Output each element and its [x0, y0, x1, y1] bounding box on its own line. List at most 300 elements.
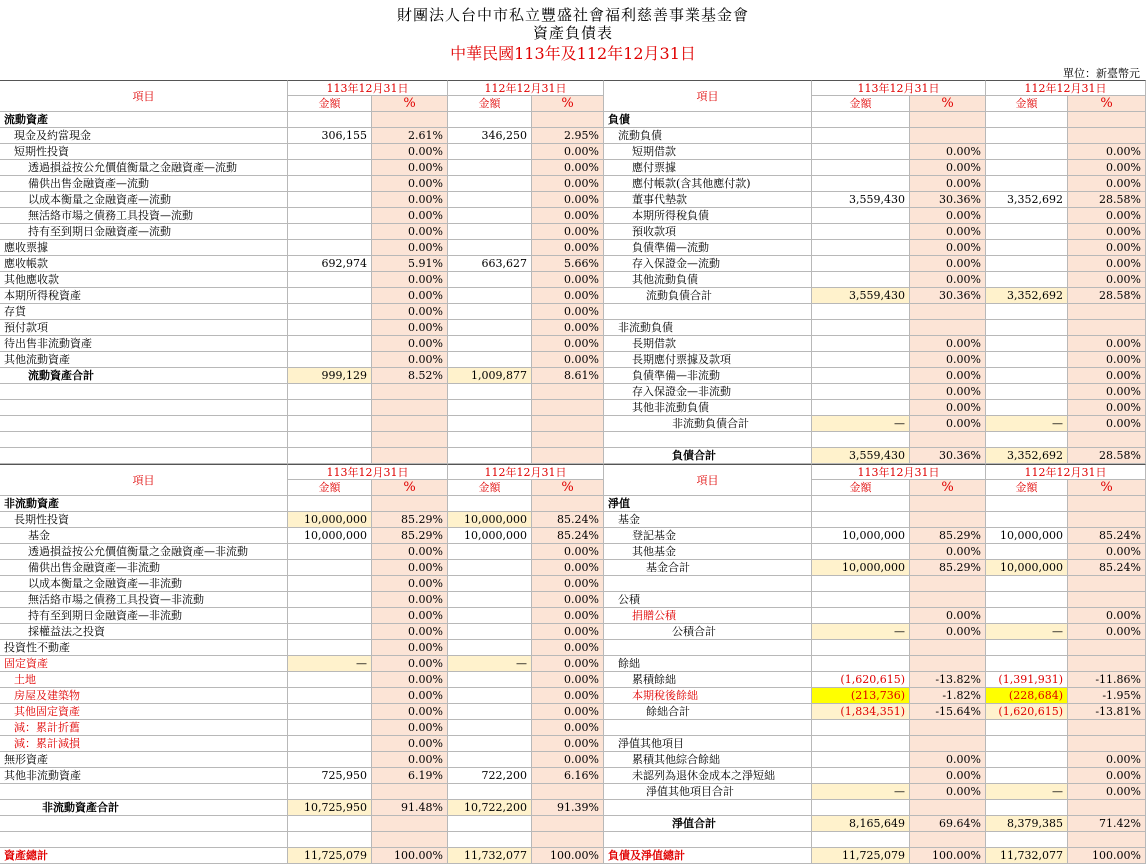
amount-cell: [448, 240, 532, 256]
table-row: [0, 192, 1146, 208]
asset-item-label: 備供出售金融資產—非流動: [0, 560, 288, 576]
amount-cell: [288, 240, 372, 256]
percent-cell: 0.00%: [532, 656, 604, 672]
amount-cell: [288, 144, 372, 160]
amount-cell: —: [288, 656, 372, 672]
percent-cell: 0.00%: [910, 352, 986, 368]
liability-item-label: 公積: [604, 592, 812, 608]
table-row: [0, 704, 1146, 720]
percent-cell: 0.00%: [910, 544, 986, 560]
percent-cell: 0.00%: [1068, 752, 1146, 768]
percent-cell: -13.82%: [910, 672, 986, 688]
table-row: [0, 640, 1146, 656]
percent-cell: 0.00%: [532, 688, 604, 704]
amount-cell: [288, 160, 372, 176]
table-row: [0, 720, 1146, 736]
amount-cell: (1,834,351): [812, 704, 910, 720]
amount-cell: [812, 832, 910, 848]
percent-cell: 0.00%: [910, 256, 986, 272]
left-y2-header: 112年12月31日: [448, 464, 604, 480]
right-y2-header: 112年12月31日: [986, 80, 1146, 96]
percent-cell: 0.00%: [372, 624, 448, 640]
amount-cell: [986, 304, 1068, 320]
amount-cell: [812, 208, 910, 224]
liability-item-label: [604, 832, 812, 848]
amount-cell: [812, 576, 910, 592]
liability-item-label: 預收款項: [604, 224, 812, 240]
percent-cell: 91.39%: [532, 800, 604, 816]
percent-cell: 0.00%: [1068, 368, 1146, 384]
liability-item-label: 非流動負債: [604, 320, 812, 336]
table-row: [0, 528, 1146, 544]
percent-cell: -1.95%: [1068, 688, 1146, 704]
percent-cell: [910, 832, 986, 848]
amount-cell: [986, 512, 1068, 528]
amount-cell: [288, 224, 372, 240]
percent-cell: 0.00%: [372, 720, 448, 736]
amount-cell: [448, 192, 532, 208]
table-row: [0, 400, 1146, 416]
percent-cell: [372, 784, 448, 800]
percent-cell: 0.00%: [532, 352, 604, 368]
liability-item-label: 負債: [604, 112, 812, 128]
percent-cell: 0.00%: [1068, 336, 1146, 352]
liability-item-label: 累積其他綜合餘絀: [604, 752, 812, 768]
amount-cell: [448, 384, 532, 400]
amount-cell: [812, 320, 910, 336]
percent-cell: 0.00%: [1068, 272, 1146, 288]
percent-cell: 0.00%: [372, 656, 448, 672]
amount-cell: —: [986, 624, 1068, 640]
liability-item-label: 應付票據: [604, 160, 812, 176]
right-y2-header: 112年12月31日: [986, 464, 1146, 480]
percent-cell: [1068, 656, 1146, 672]
percent-cell: [1068, 800, 1146, 816]
asset-item-label: [0, 832, 288, 848]
asset-item-label: 短期性投資: [0, 144, 288, 160]
asset-item-label: 預付款項: [0, 320, 288, 336]
amount-cell: [812, 336, 910, 352]
percent-cell: 0.00%: [532, 320, 604, 336]
percent-cell: [372, 432, 448, 448]
table-row: [0, 240, 1146, 256]
percent-cell: 0.00%: [372, 288, 448, 304]
amount-cell: [986, 272, 1068, 288]
right-percent-header: %: [910, 480, 986, 496]
amount-cell: —: [986, 784, 1068, 800]
percent-cell: [910, 736, 986, 752]
amount-cell: [812, 240, 910, 256]
percent-cell: 0.00%: [532, 640, 604, 656]
left-percent-header: %: [372, 480, 448, 496]
right-percent-header: %: [910, 96, 986, 112]
amount-cell: —: [986, 416, 1068, 432]
amount-cell: [288, 304, 372, 320]
amount-cell: [812, 128, 910, 144]
table-row: [0, 304, 1146, 320]
amount-cell: [288, 496, 372, 512]
percent-cell: 28.58%: [1068, 192, 1146, 208]
amount-cell: [812, 544, 910, 560]
table-row: [0, 784, 1146, 800]
percent-cell: [532, 784, 604, 800]
percent-cell: 100.00%: [1068, 848, 1146, 864]
percent-cell: 0.00%: [532, 288, 604, 304]
amount-cell: [288, 640, 372, 656]
amount-cell: [812, 768, 910, 784]
amount-cell: [448, 224, 532, 240]
percent-cell: 0.00%: [1068, 224, 1146, 240]
liability-item-label: 負債準備—非流動: [604, 368, 812, 384]
liability-item-label: 淨值: [604, 496, 812, 512]
amount-cell: [448, 640, 532, 656]
percent-cell: 8.61%: [532, 368, 604, 384]
percent-cell: [532, 400, 604, 416]
amount-cell: [448, 336, 532, 352]
left-amount-header: 金額: [288, 96, 372, 112]
table-row: [0, 624, 1146, 640]
amount-cell: [288, 272, 372, 288]
percent-cell: -15.64%: [910, 704, 986, 720]
percent-cell: 85.24%: [1068, 528, 1146, 544]
liability-item-label: 長期應付票據及款項: [604, 352, 812, 368]
table-row: [0, 672, 1146, 688]
percent-cell: 0.00%: [532, 224, 604, 240]
percent-cell: 71.42%: [1068, 816, 1146, 832]
amount-cell: [448, 160, 532, 176]
amount-cell: [448, 416, 532, 432]
right-item-header: 項目: [604, 80, 812, 112]
right-amount-header: 金額: [986, 96, 1068, 112]
liability-item-label: 非流動負債合計: [604, 416, 812, 432]
table-row: [0, 256, 1146, 272]
amount-cell: [448, 112, 532, 128]
liability-item-label: 本期稅後餘絀: [604, 688, 812, 704]
percent-cell: 0.00%: [372, 272, 448, 288]
percent-cell: -11.86%: [1068, 672, 1146, 688]
amount-cell: [812, 800, 910, 816]
amount-cell: [986, 336, 1068, 352]
asset-item-label: 基金: [0, 528, 288, 544]
amount-cell: [812, 272, 910, 288]
table-row: [0, 656, 1146, 672]
amount-cell: 10,722,200: [448, 800, 532, 816]
amount-cell: 10,000,000: [812, 560, 910, 576]
percent-cell: 85.29%: [910, 528, 986, 544]
amount-cell: [448, 592, 532, 608]
right-item-header: 項目: [604, 464, 812, 496]
amount-cell: [288, 336, 372, 352]
amount-cell: [448, 304, 532, 320]
percent-cell: 30.36%: [910, 192, 986, 208]
table-row: [0, 352, 1146, 368]
percent-cell: 0.00%: [372, 240, 448, 256]
percent-cell: 5.66%: [532, 256, 604, 272]
asset-item-label: 長期性投資: [0, 512, 288, 528]
amount-cell: 3,352,692: [986, 192, 1068, 208]
percent-cell: 100.00%: [372, 848, 448, 864]
amount-cell: [288, 816, 372, 832]
amount-cell: [812, 368, 910, 384]
liability-item-label: 基金: [604, 512, 812, 528]
asset-item-label: 流動資產: [0, 112, 288, 128]
asset-item-label: 減：累計減損: [0, 736, 288, 752]
amount-cell: [812, 176, 910, 192]
amount-cell: [448, 752, 532, 768]
percent-cell: 0.00%: [532, 240, 604, 256]
percent-cell: 0.00%: [1068, 608, 1146, 624]
amount-cell: [812, 384, 910, 400]
percent-cell: 0.00%: [532, 720, 604, 736]
table-row: [0, 416, 1146, 432]
percent-cell: 0.00%: [1068, 352, 1146, 368]
amount-cell: —: [812, 624, 910, 640]
percent-cell: 0.00%: [1068, 256, 1146, 272]
right-amount-header: 金額: [812, 96, 910, 112]
table-row: [0, 176, 1146, 192]
amount-cell: 10,000,000: [812, 528, 910, 544]
amount-cell: —: [812, 784, 910, 800]
amount-cell: [448, 320, 532, 336]
percent-cell: 0.00%: [372, 736, 448, 752]
asset-item-label: 投資性不動產: [0, 640, 288, 656]
liability-item-label: [604, 640, 812, 656]
amount-cell: —: [812, 416, 910, 432]
amount-cell: [986, 432, 1068, 448]
amount-cell: [288, 688, 372, 704]
left-amount-header: 金額: [448, 96, 532, 112]
table-row: [0, 320, 1146, 336]
percent-cell: 0.00%: [372, 176, 448, 192]
percent-cell: 0.00%: [910, 208, 986, 224]
amount-cell: [986, 656, 1068, 672]
percent-cell: [910, 720, 986, 736]
amount-cell: [448, 704, 532, 720]
percent-cell: 0.00%: [1068, 400, 1146, 416]
percent-cell: 0.00%: [372, 160, 448, 176]
liability-item-label: 長期借款: [604, 336, 812, 352]
liability-item-label: 基金合計: [604, 560, 812, 576]
left-item-header: 項目: [0, 80, 288, 112]
percent-cell: 0.00%: [532, 336, 604, 352]
amount-cell: [986, 320, 1068, 336]
asset-item-label: 應收票據: [0, 240, 288, 256]
percent-cell: [1068, 112, 1146, 128]
amount-cell: [986, 368, 1068, 384]
percent-cell: [910, 592, 986, 608]
percent-cell: 0.00%: [532, 704, 604, 720]
amount-cell: 10,000,000: [448, 512, 532, 528]
amount-cell: 11,732,077: [448, 848, 532, 864]
amount-cell: 10,000,000: [448, 528, 532, 544]
percent-cell: [532, 448, 604, 464]
liability-item-label: 淨值合計: [604, 816, 812, 832]
percent-cell: -1.82%: [910, 688, 986, 704]
percent-cell: [910, 112, 986, 128]
asset-item-label: [0, 448, 288, 464]
percent-cell: 0.00%: [372, 336, 448, 352]
asset-item-label: 土地: [0, 672, 288, 688]
amount-cell: [812, 160, 910, 176]
percent-cell: [910, 656, 986, 672]
table-row: [0, 496, 1146, 512]
table-row: [0, 544, 1146, 560]
percent-cell: 0.00%: [1068, 384, 1146, 400]
asset-item-label: 透過損益按公允價值衡量之金融資產—流動: [0, 160, 288, 176]
percent-cell: 0.00%: [532, 544, 604, 560]
percent-cell: 0.00%: [910, 336, 986, 352]
amount-cell: [986, 752, 1068, 768]
amount-cell: 663,627: [448, 256, 532, 272]
percent-cell: [372, 416, 448, 432]
percent-cell: 0.00%: [1068, 544, 1146, 560]
table-row: [0, 768, 1146, 784]
amount-cell: [448, 432, 532, 448]
amount-cell: 999,129: [288, 368, 372, 384]
amount-cell: [986, 736, 1068, 752]
table-row: [0, 368, 1146, 384]
amount-cell: [812, 432, 910, 448]
percent-cell: 0.00%: [1068, 624, 1146, 640]
amount-cell: [288, 576, 372, 592]
liability-item-label: 其他非流動負債: [604, 400, 812, 416]
asset-item-label: [0, 416, 288, 432]
left-y1-header: 113年12月31日: [288, 464, 448, 480]
amount-cell: [448, 816, 532, 832]
amount-cell: [288, 592, 372, 608]
amount-cell: [812, 304, 910, 320]
asset-item-label: 現金及約當現金: [0, 128, 288, 144]
liability-item-label: 餘絀合計: [604, 704, 812, 720]
percent-cell: 30.36%: [910, 448, 986, 464]
amount-cell: [986, 128, 1068, 144]
left-y2-header: 112年12月31日: [448, 80, 604, 96]
percent-cell: [910, 800, 986, 816]
amount-cell: [812, 656, 910, 672]
table-row: [0, 432, 1146, 448]
report-date: 中華民國113年及112年12月31日: [450, 44, 696, 63]
amount-cell: [812, 608, 910, 624]
amount-cell: (228,684): [986, 688, 1068, 704]
percent-cell: 2.61%: [372, 128, 448, 144]
percent-cell: 0.00%: [1068, 768, 1146, 784]
amount-cell: [986, 640, 1068, 656]
amount-cell: [448, 288, 532, 304]
liability-item-label: 淨值其他項目: [604, 736, 812, 752]
table-row: [0, 576, 1146, 592]
asset-item-label: 減：累計折舊: [0, 720, 288, 736]
table-row: [0, 224, 1146, 240]
percent-cell: [532, 112, 604, 128]
percent-cell: [372, 112, 448, 128]
amount-cell: 725,950: [288, 768, 372, 784]
percent-cell: 0.00%: [1068, 208, 1146, 224]
percent-cell: 30.36%: [910, 288, 986, 304]
amount-cell: 11,725,079: [812, 848, 910, 864]
amount-cell: 11,725,079: [288, 848, 372, 864]
amount-cell: [288, 624, 372, 640]
balance-sheet-table: [0, 80, 1146, 865]
percent-cell: 0.00%: [532, 576, 604, 592]
table-row: [0, 688, 1146, 704]
liability-item-label: 負債合計: [604, 448, 812, 464]
amount-cell: [986, 720, 1068, 736]
table-row: [0, 336, 1146, 352]
percent-cell: 0.00%: [532, 272, 604, 288]
percent-cell: 0.00%: [910, 400, 986, 416]
percent-cell: 0.00%: [910, 768, 986, 784]
amount-cell: [288, 784, 372, 800]
percent-cell: [1068, 576, 1146, 592]
percent-cell: [372, 496, 448, 512]
amount-cell: [288, 400, 372, 416]
liability-item-label: 其他流動負債: [604, 272, 812, 288]
table-row: [0, 112, 1146, 128]
table-row: [0, 560, 1146, 576]
asset-item-label: 應收帳款: [0, 256, 288, 272]
asset-item-label: 以成本衡量之金融資產—非流動: [0, 576, 288, 592]
amount-cell: (1,620,615): [812, 672, 910, 688]
percent-cell: [1068, 320, 1146, 336]
percent-cell: 0.00%: [372, 304, 448, 320]
amount-cell: [288, 176, 372, 192]
table-row: [0, 752, 1146, 768]
amount-cell: [812, 352, 910, 368]
left-percent-header: %: [372, 96, 448, 112]
amount-cell: [986, 496, 1068, 512]
left-amount-header: 金額: [288, 480, 372, 496]
amount-cell: 306,155: [288, 128, 372, 144]
amount-cell: [288, 608, 372, 624]
liability-item-label: 淨值其他項目合計: [604, 784, 812, 800]
liability-item-label: 應付帳款(含其他應付款): [604, 176, 812, 192]
percent-cell: 0.00%: [910, 416, 986, 432]
percent-cell: 0.00%: [910, 384, 986, 400]
asset-item-label: 其他應收款: [0, 272, 288, 288]
amount-cell: [288, 560, 372, 576]
amount-cell: 10,725,950: [288, 800, 372, 816]
right-y1-header: 113年12月31日: [812, 464, 986, 480]
percent-cell: 0.00%: [910, 160, 986, 176]
left-percent-header: %: [532, 96, 604, 112]
percent-cell: [532, 384, 604, 400]
percent-cell: [910, 576, 986, 592]
percent-cell: 0.00%: [372, 208, 448, 224]
percent-cell: 0.00%: [1068, 144, 1146, 160]
asset-item-label: 無形資產: [0, 752, 288, 768]
amount-cell: [986, 576, 1068, 592]
amount-cell: [812, 224, 910, 240]
percent-cell: 28.58%: [1068, 448, 1146, 464]
table-row: [0, 448, 1146, 464]
percent-cell: 2.95%: [532, 128, 604, 144]
percent-cell: [1068, 640, 1146, 656]
amount-cell: [986, 400, 1068, 416]
amount-cell: [812, 496, 910, 512]
table-row: [0, 736, 1146, 752]
asset-item-label: [0, 784, 288, 800]
amount-cell: [812, 112, 910, 128]
percent-cell: 91.48%: [372, 800, 448, 816]
amount-cell: [812, 640, 910, 656]
asset-item-label: 持有至到期日金融資產—流動: [0, 224, 288, 240]
liability-item-label: 未認列為退休金成本之淨短絀: [604, 768, 812, 784]
percent-cell: [1068, 432, 1146, 448]
asset-item-label: [0, 384, 288, 400]
percent-cell: [910, 432, 986, 448]
percent-cell: 6.16%: [532, 768, 604, 784]
liability-item-label: 捐贈公積: [604, 608, 812, 624]
